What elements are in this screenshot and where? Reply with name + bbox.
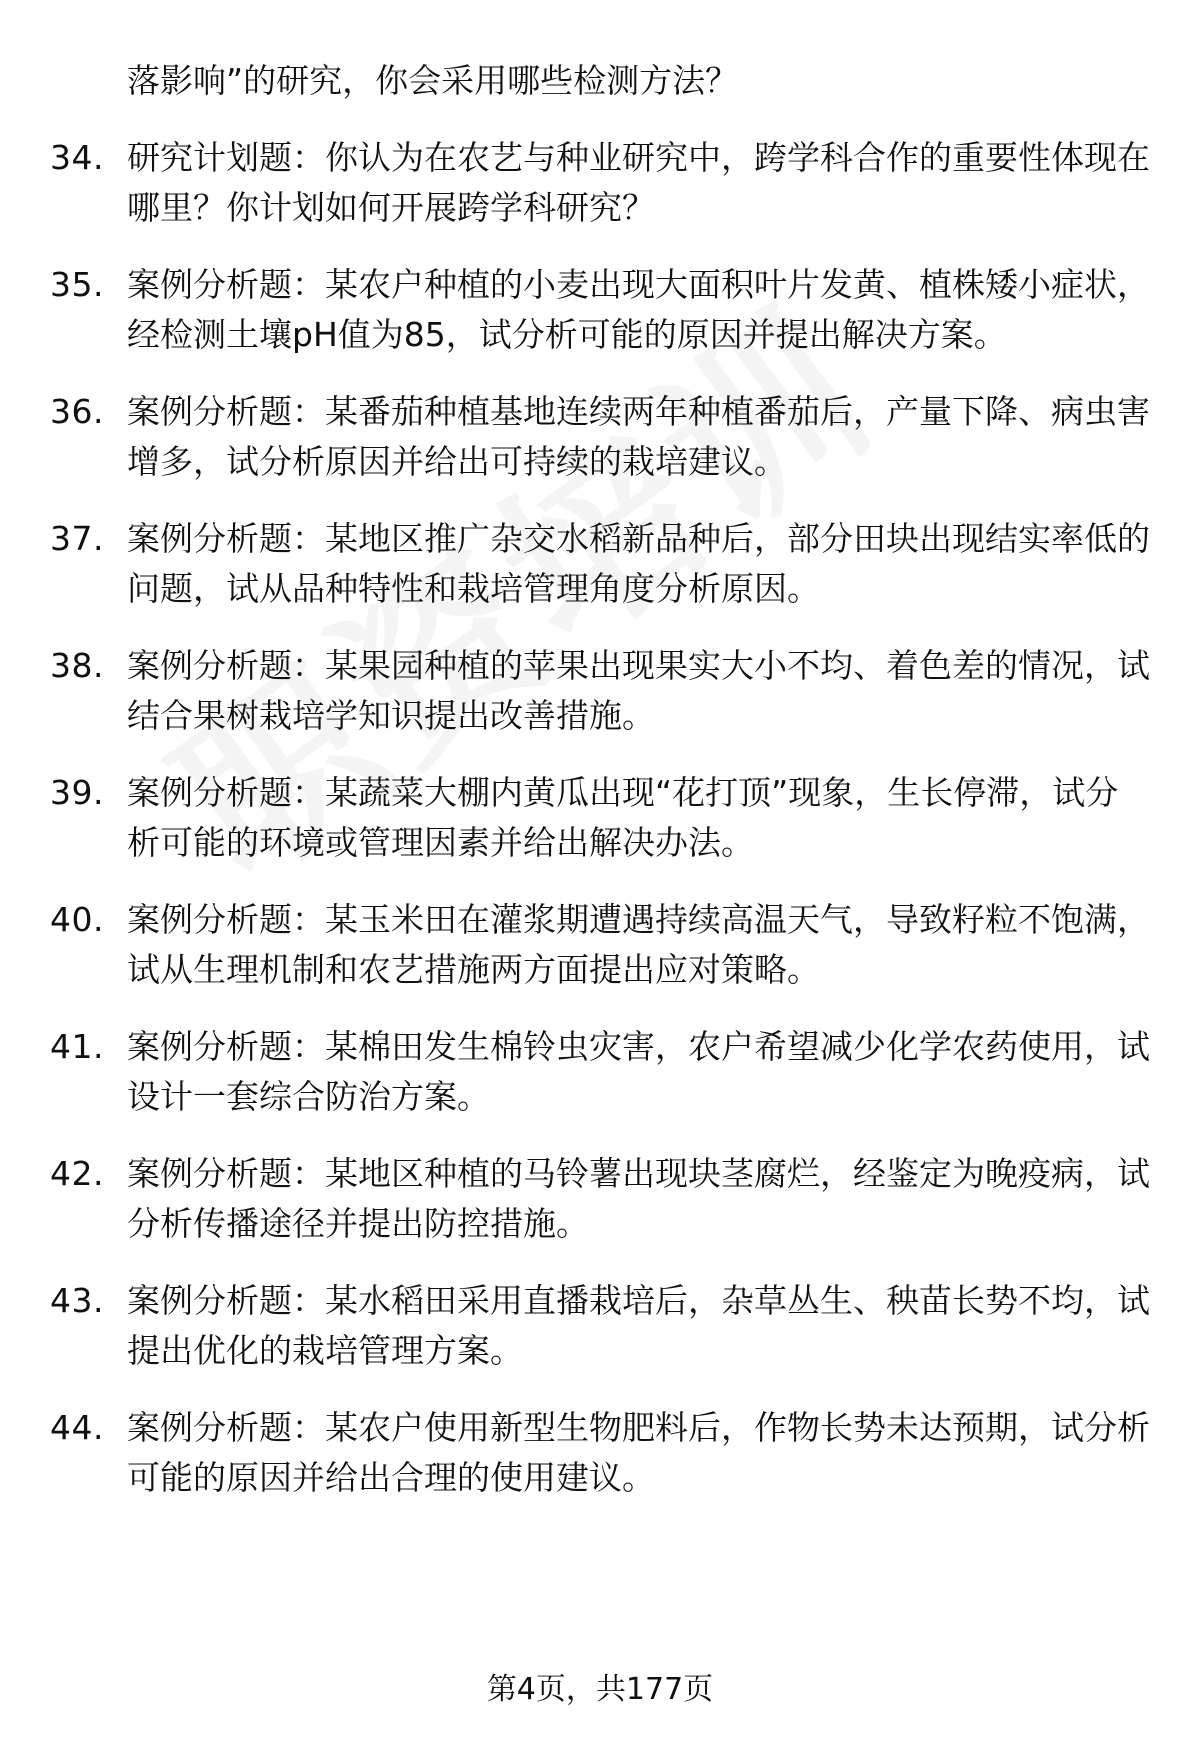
- question-number: 42.: [50, 1154, 104, 1193]
- question-item: [0, 387, 1200, 487]
- question-list: [0, 56, 1200, 1530]
- question-number: 36.: [50, 392, 104, 431]
- question-item: [0, 1149, 1200, 1249]
- question-continuation: [0, 56, 1200, 106]
- question-number: 35.: [50, 265, 104, 304]
- question-item: [0, 1276, 1200, 1376]
- question-item: [0, 260, 1200, 360]
- question-number: 38.: [50, 646, 104, 685]
- question-continuation-text: 落影响”的研究，你会采用哪些检测方法？: [127, 61, 739, 100]
- question-number: 44.: [50, 1408, 104, 1447]
- question-text: 案例分析题：某棉田发生棉铃虫灾害，农户希望减少化学农药使用，试设计一套综合防治方案。: [127, 1027, 1150, 1116]
- question-item: [0, 768, 1200, 868]
- question-text: 研究计划题：你认为在农艺与种业研究中，跨学科合作的重要性体现在哪里？你计划如何开展跨学科研究？: [127, 138, 1150, 227]
- question-text: 案例分析题：某蔬菜大棚内黄瓜出现“花打顶”现象，生长停滞，试分析可能的环境或管理因素并给出解决办法。: [127, 773, 1119, 862]
- question-number: 39.: [50, 773, 104, 812]
- question-item: [0, 1403, 1200, 1503]
- question-text: 案例分析题：某农户种植的小麦出现大面积叶片发黄、植株矮小症状，经检测土壤pH值为85，试分析可能的原因并提出解决方案。: [127, 265, 1150, 354]
- question-text: 案例分析题：某玉米田在灌浆期遭遇持续高温天气，导致籽粒不饱满，试从生理机制和农艺措施两方面提出应对策略。: [127, 900, 1150, 989]
- question-item: [0, 514, 1200, 614]
- question-text: 案例分析题：某果园种植的苹果出现果实大小不均、着色差的情况，试结合果树栽培学知识提出改善措施。: [127, 646, 1150, 735]
- question-text: 案例分析题：某地区推广杂交水稻新品种后，部分田块出现结实率低的问题，试从品种特性和栽培管理角度分析原因。: [127, 519, 1150, 608]
- question-text: 案例分析题：某番茄种植基地连续两年种植番茄后，产量下降、病虫害增多，试分析原因并给出可持续的栽培建议。: [127, 392, 1150, 481]
- question-number: 37.: [50, 519, 104, 558]
- question-number: 34.: [50, 138, 104, 177]
- question-number: 43.: [50, 1281, 104, 1320]
- question-item: [0, 895, 1200, 995]
- question-item: [0, 1022, 1200, 1122]
- question-text: 案例分析题：某农户使用新型生物肥料后，作物长势未达预期，试分析可能的原因并给出合理的使用建议。: [127, 1408, 1150, 1497]
- question-item: [0, 641, 1200, 741]
- question-text: 案例分析题：某地区种植的马铃薯出现块茎腐烂，经鉴定为晚疫病，试分析传播途径并提出防控措施。: [127, 1154, 1150, 1243]
- question-number: 40.: [50, 900, 104, 939]
- question-text: 案例分析题：某水稻田采用直播栽培后，杂草丛生、秧苗长势不均，试提出优化的栽培管理方案。: [127, 1281, 1150, 1370]
- question-item: [0, 133, 1200, 233]
- question-number: 41.: [50, 1027, 104, 1066]
- page-number-footer: 第4页，共177页: [486, 1672, 714, 1707]
